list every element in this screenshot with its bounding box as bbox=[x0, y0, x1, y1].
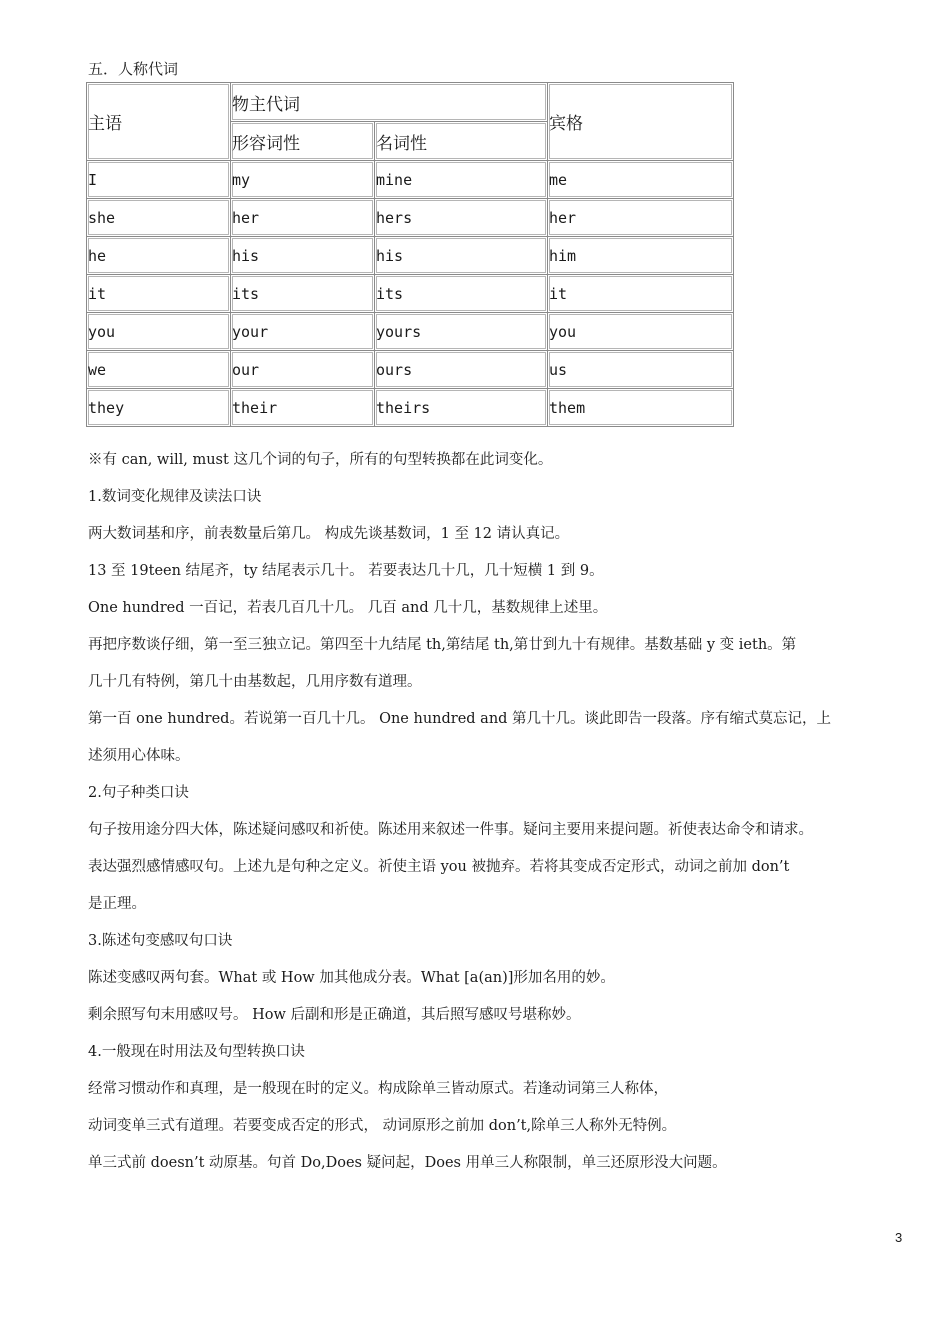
table-cell: him bbox=[548, 237, 734, 275]
header-possessive: 物主代词 bbox=[231, 83, 548, 122]
table-cell: yours bbox=[375, 313, 548, 351]
table-cell: her bbox=[231, 199, 375, 237]
heading-present-tense: 4.一般现在时用法及句型转换口诀 bbox=[88, 1044, 305, 1060]
table-cell: their bbox=[231, 389, 375, 427]
text-line: 述须用心体味。 bbox=[88, 748, 190, 764]
table-cell: theirs bbox=[375, 389, 548, 427]
table-cell: I bbox=[87, 161, 231, 199]
table-cell: its bbox=[231, 275, 375, 313]
table-cell: his bbox=[375, 237, 548, 275]
header-nominal: 名词性 bbox=[375, 122, 548, 161]
table-cell: we bbox=[87, 351, 231, 389]
table-row bbox=[87, 313, 734, 351]
text-line: 动词变单三式有道理。若要变成否定的形式， 动词原形之前加 don’t,除单三人称外无特例。 bbox=[88, 1118, 677, 1134]
header-subject: 主语 bbox=[87, 83, 231, 161]
table-cell: them bbox=[548, 389, 734, 427]
body-text bbox=[88, 442, 910, 1182]
text-line: 是正理。 bbox=[88, 896, 146, 912]
table-row bbox=[87, 389, 734, 427]
text-line: 第一百 one hundred。若说第一百几十几。 One hundred and 第几十几。谈此即告一段落。序有缩式莫忘记，上 bbox=[88, 711, 832, 727]
table-row bbox=[87, 275, 734, 313]
table-cell: her bbox=[548, 199, 734, 237]
heading-numerals: 1.数词变化规律及读法口诀 bbox=[88, 489, 262, 505]
table-row bbox=[87, 351, 734, 389]
section-title: 五．人称代词 bbox=[88, 60, 179, 78]
table-cell: hers bbox=[375, 199, 548, 237]
text-line: 表达强烈感情感叹句。上述九是句种之定义。祈使主语 you 被抛弃。若将其变成否定形式，动词之前加 don’t bbox=[88, 859, 790, 875]
table-cell: they bbox=[87, 389, 231, 427]
table-cell: my bbox=[231, 161, 375, 199]
table-cell: ours bbox=[375, 351, 548, 389]
text-line: 剩余照写句末用感叹号。 How 后副和形是正确道，其后照写感叹号堪称妙。 bbox=[88, 1007, 581, 1023]
table-cell: it bbox=[87, 275, 231, 313]
table-cell: she bbox=[87, 199, 231, 237]
table-cell: your bbox=[231, 313, 375, 351]
table-cell: you bbox=[548, 313, 734, 351]
table-row bbox=[87, 161, 734, 199]
text-line: 13 至 19teen 结尾齐，ty 结尾表示几十。 若要表达几十几，几十短横 1 到 9。 bbox=[88, 563, 604, 579]
table-cell: he bbox=[87, 237, 231, 275]
text-line: 两大数词基和序，前表数量后第几。 构成先谈基数词，1 至 12 请认真记。 bbox=[88, 526, 570, 542]
note-line: ※有 can, will, must 这几个词的句子，所有的句型转换都在此词变化。 bbox=[88, 452, 553, 468]
text-line: One hundred 一百记，若表几百几十几。 几百 and 几十几，基数规律上述里。 bbox=[88, 600, 608, 616]
pronoun-table bbox=[86, 82, 734, 427]
text-line: 几十几有特例，第几十由基数起，几用序数有道理。 bbox=[88, 674, 422, 690]
text-line: 单三式前 doesn’t 动原基。句首 Do,Does 疑问起，Does 用单三人称限制，单三还原形没大问题。 bbox=[88, 1155, 727, 1171]
heading-exclamatory: 3.陈述句变感叹句口诀 bbox=[88, 933, 233, 949]
table-cell: mine bbox=[375, 161, 548, 199]
text-line: 句子按用途分四大体，陈述疑问感叹和祈使。陈述用来叙述一件事。疑问主要用来提问题。祈使表达命令和请求。 bbox=[88, 822, 813, 838]
table-cell: me bbox=[548, 161, 734, 199]
table-cell: it bbox=[548, 275, 734, 313]
table-cell: us bbox=[548, 351, 734, 389]
table-row bbox=[87, 199, 734, 237]
text-line: 陈述变感叹两句套。What 或 How 加其他成分表。What [a(an)]形加名用的妙。 bbox=[88, 970, 615, 986]
heading-sentence-types: 2.句子种类口诀 bbox=[88, 785, 189, 801]
table-cell: its bbox=[375, 275, 548, 313]
text-line: 经常习惯动作和真理，是一般现在时的定义。构成除单三皆动原式。若逢动词第三人称体， bbox=[88, 1081, 668, 1097]
header-adjectival: 形容词性 bbox=[231, 122, 375, 161]
table-row bbox=[87, 237, 734, 275]
table-cell: our bbox=[231, 351, 375, 389]
table-cell: you bbox=[87, 313, 231, 351]
page-number: 3 bbox=[895, 1230, 903, 1245]
header-object: 宾格 bbox=[548, 83, 734, 161]
table-cell: his bbox=[231, 237, 375, 275]
text-line: 再把序数谈仔细，第一至三独立记。第四至十九结尾 th,第结尾 th,第廿到九十有规律。基数基础 y 变 ieth。第 bbox=[88, 637, 797, 653]
